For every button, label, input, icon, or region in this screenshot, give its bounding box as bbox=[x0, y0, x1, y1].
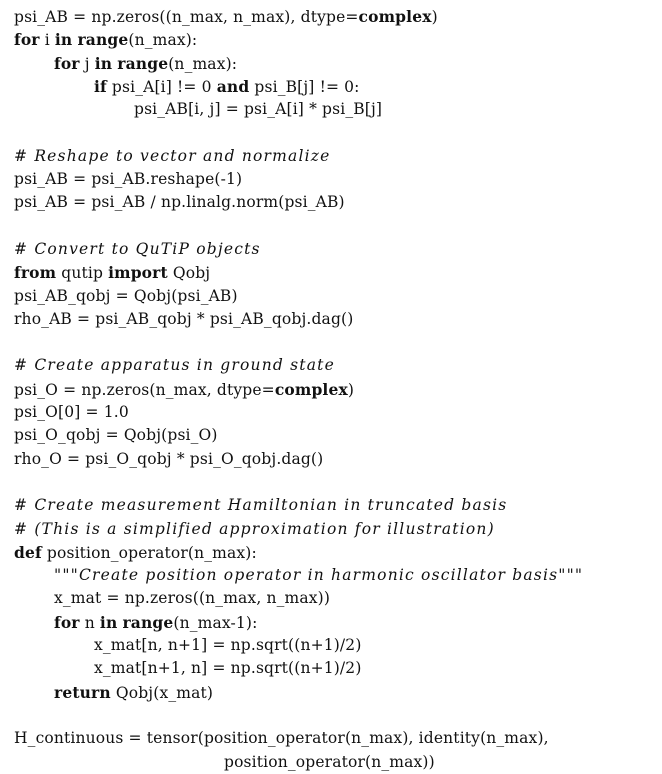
code-comment: # Reshape to vector and normalize bbox=[14, 146, 331, 165]
code-line bbox=[14, 681, 654, 704]
code-text: psi_AB = np.zeros((n_max, n_max), dtype= bbox=[14, 8, 359, 26]
keyword: range bbox=[117, 53, 169, 73]
code-line bbox=[14, 261, 654, 284]
code-line bbox=[14, 52, 654, 75]
code-line: x_mat = np.zeros((n_max, n_max)) bbox=[54, 589, 331, 608]
blank-line bbox=[14, 331, 654, 354]
keyword: for bbox=[54, 612, 80, 632]
code-line bbox=[14, 5, 654, 28]
code-comment: # (This is a simplified approximation for illustration) bbox=[14, 519, 495, 538]
code-text: psi_A[i] != 0 bbox=[106, 77, 217, 96]
code-text: position_operator(n_max): bbox=[41, 543, 257, 562]
code-line: psi_AB[i, j] = psi_A[i] * psi_B[j] bbox=[134, 100, 383, 119]
code-line: position_operator(n_max)) bbox=[224, 752, 435, 771]
keyword: in bbox=[99, 612, 118, 632]
code-line: psi_O[0] = 1.0 bbox=[14, 403, 129, 422]
code-text: ) bbox=[347, 380, 355, 399]
code-text: Qobj bbox=[167, 264, 211, 283]
code-comment: # Convert to QuTiP objects bbox=[14, 239, 261, 258]
blank-line bbox=[14, 704, 654, 727]
code-line bbox=[14, 611, 654, 634]
blank-line bbox=[14, 471, 654, 494]
code-line: rho_AB = psi_AB_qobj * psi_AB_qobj.dag() bbox=[14, 309, 354, 328]
blank-line bbox=[14, 121, 654, 144]
code-line bbox=[14, 541, 654, 564]
keyword: and bbox=[216, 76, 250, 96]
keyword: if bbox=[94, 76, 107, 96]
code-text: n bbox=[79, 613, 100, 632]
code-text: qutip bbox=[56, 264, 109, 283]
code-comment: # Create measurement Hamiltonian in truncated basis bbox=[14, 496, 508, 515]
code-listing bbox=[14, 5, 654, 774]
code-text: psi_O = np.zeros(n_max, dtype= bbox=[14, 380, 275, 399]
keyword: range bbox=[77, 30, 129, 50]
code-text: j bbox=[79, 54, 95, 73]
keyword: in bbox=[54, 30, 73, 50]
code-text: (n_max): bbox=[168, 54, 238, 73]
code-line bbox=[14, 28, 654, 51]
keyword: return bbox=[54, 682, 111, 702]
code-text: (n_max-1): bbox=[173, 613, 258, 632]
keyword: import bbox=[108, 263, 168, 283]
code-comment: # Create apparatus in ground state bbox=[14, 356, 335, 375]
keyword: def bbox=[14, 542, 42, 562]
code-line: psi_AB_qobj = Qobj(psi_AB) bbox=[14, 286, 238, 305]
code-text: ) bbox=[431, 8, 438, 26]
code-line: psi_AB = psi_AB / np.linalg.norm(psi_AB) bbox=[14, 193, 345, 212]
blank-line bbox=[14, 215, 654, 238]
keyword: complex bbox=[358, 7, 432, 26]
code-line: H_continuous = tensor(position_operator(n_max), identity(n_max), bbox=[14, 729, 549, 748]
code-line: psi_O_qobj = Qobj(psi_O) bbox=[14, 426, 218, 445]
code-line: rho_O = psi_O_qobj * psi_O_qobj.dag() bbox=[14, 449, 324, 468]
code-text: Qobj(x_mat) bbox=[110, 683, 214, 702]
code-text: i bbox=[39, 31, 55, 50]
keyword: from bbox=[14, 263, 57, 283]
keyword: for bbox=[54, 53, 80, 73]
code-line bbox=[14, 378, 654, 401]
keyword: in bbox=[94, 53, 113, 73]
code-text: (n_max): bbox=[128, 31, 198, 50]
keyword: range bbox=[122, 612, 174, 632]
code-docstring: """Create position operator in harmonic oscillator basis""" bbox=[54, 566, 584, 585]
code-line bbox=[14, 75, 654, 98]
code-line: psi_AB = psi_AB.reshape(-1) bbox=[14, 170, 243, 189]
code-line: x_mat[n+1, n] = np.sqrt((n+1)/2) bbox=[94, 659, 362, 678]
code-text: psi_B[j] != 0: bbox=[249, 77, 360, 96]
keyword: complex bbox=[274, 379, 348, 399]
keyword: for bbox=[14, 30, 40, 50]
code-line: x_mat[n, n+1] = np.sqrt((n+1)/2) bbox=[94, 636, 362, 655]
